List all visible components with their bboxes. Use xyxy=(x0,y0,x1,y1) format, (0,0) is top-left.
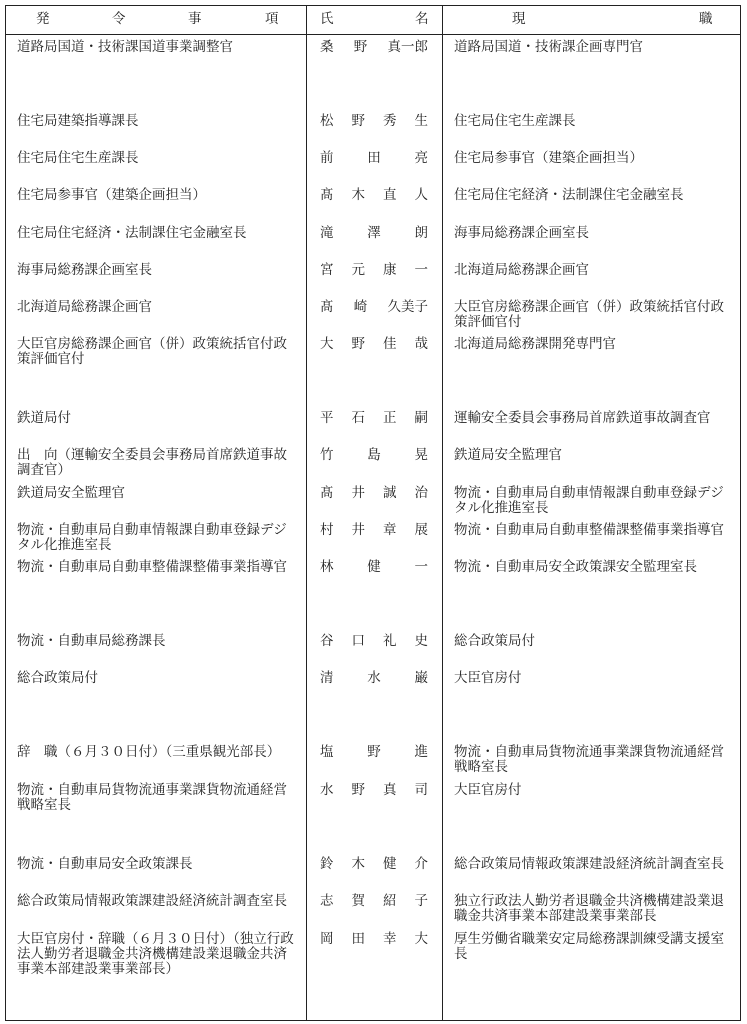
header-name-char-2: 名 xyxy=(415,11,429,27)
row-16-name-part: 塩 xyxy=(320,744,334,760)
row-3-order: 住宅局住宅生産課長 xyxy=(17,150,139,166)
row-3-name-part: 亮 xyxy=(414,150,428,166)
row-13-name-part: 一 xyxy=(414,559,428,575)
row-19-name-part: 志 xyxy=(320,893,334,909)
row-17-order: 物流・自動車局貨物流通事業課貨物流通経営戦略室長 xyxy=(17,782,287,813)
row-7-current: 大臣官房総務課企画官（併）政策統括官付政策評価官付 xyxy=(454,299,724,330)
row-5-name xyxy=(320,226,428,241)
row-9-name-part: 石 xyxy=(351,410,365,426)
row-4-name xyxy=(320,188,428,203)
row-12-name-part: 展 xyxy=(414,522,428,538)
row-2-order: 住宅局建築指導課長 xyxy=(17,113,139,129)
row-19-order: 総合政策局情報政策課建設経済統計調査室長 xyxy=(17,893,287,909)
row-3-name xyxy=(320,151,428,166)
row-3-name-part: 前 xyxy=(320,150,334,166)
row-20-name-part: 田 xyxy=(351,931,365,947)
header-name-char-1: 氏 xyxy=(320,11,334,27)
header-current-char-2: 職 xyxy=(699,11,713,27)
row-12-name-part: 井 xyxy=(351,522,365,538)
row-15-name xyxy=(320,671,428,686)
row-11-name-part: 井 xyxy=(351,485,365,501)
row-12-name xyxy=(320,523,428,538)
row-14-name xyxy=(320,634,428,649)
row-14-name-part: 史 xyxy=(414,633,428,649)
row-5-name-part: 滝 xyxy=(320,225,334,241)
row-7-name-part: 崎 xyxy=(353,299,368,315)
row-5-current: 海事局総務課企画室長 xyxy=(454,225,589,241)
row-14-name-part: 礼 xyxy=(383,633,397,649)
header-order-char-2: 令 xyxy=(112,11,126,27)
row-8-order: 大臣官房総務課企画官（併）政策統括官付政策評価官付 xyxy=(17,336,287,367)
row-1-current: 道路局国道・技術課企画専門官 xyxy=(454,39,643,55)
header-order-char-1: 発 xyxy=(36,11,50,27)
row-3-name-part: 田 xyxy=(367,150,381,166)
row-13-name-part: 林 xyxy=(320,559,334,575)
row-18-name xyxy=(320,857,428,872)
row-16-current: 物流・自動車局貨物流通事業課貨物流通経営戦略室長 xyxy=(454,744,724,775)
row-9-name-part: 正 xyxy=(383,410,397,426)
row-8-current: 北海道局総務課開発専門官 xyxy=(454,336,616,352)
row-15-current: 大臣官房付 xyxy=(454,670,522,686)
row-10-name-part: 晃 xyxy=(414,447,428,463)
column-divider-name xyxy=(306,5,307,1021)
row-18-order: 物流・自動車局安全政策課長 xyxy=(17,856,193,872)
row-15-name-part: 清 xyxy=(320,670,334,686)
row-5-order: 住宅局住宅経済・法制課住宅金融室長 xyxy=(17,225,247,241)
row-19-name-part: 紹 xyxy=(383,893,397,909)
column-divider-current xyxy=(442,5,443,1021)
row-9-current: 運輸安全委員会事務局首席鉄道事故調査官 xyxy=(454,410,711,426)
row-1-name xyxy=(320,40,428,55)
row-4-name-part: 人 xyxy=(414,187,428,203)
row-2-name-part: 松 xyxy=(320,113,334,129)
row-6-name-part: 一 xyxy=(414,262,428,278)
row-8-name-part: 大 xyxy=(320,336,334,352)
row-1-name-part: 真一郎 xyxy=(387,39,428,55)
row-17-name-part: 真 xyxy=(383,782,397,798)
header-current-char-1: 現 xyxy=(512,11,526,27)
row-9-name-part: 嗣 xyxy=(414,410,428,426)
row-20-name-part: 幸 xyxy=(383,931,397,947)
row-19-name-part: 子 xyxy=(414,893,428,909)
row-15-name-part: 巌 xyxy=(414,670,428,686)
row-9-name xyxy=(320,411,428,426)
row-12-current: 物流・自動車局自動車整備課整備事業指導官 xyxy=(454,522,724,538)
row-16-name-part: 野 xyxy=(367,744,381,760)
row-20-name-part: 岡 xyxy=(320,931,334,947)
row-11-name xyxy=(320,486,428,501)
row-17-name-part: 司 xyxy=(414,782,428,798)
row-19-current: 独立行政法人勤労者退職金共済機構建設業退職金共済事業本部建設業事業部長 xyxy=(454,893,724,924)
row-12-order: 物流・自動車局自動車情報課自動車登録デジタル化推進室長 xyxy=(17,522,287,553)
row-11-name-part: 髙 xyxy=(320,485,334,501)
row-10-name-part: 島 xyxy=(367,447,381,463)
row-18-name-part: 木 xyxy=(351,856,365,872)
row-10-order: 出 向（運輸安全委員会事務局首席鉄道事故調査官） xyxy=(17,447,287,478)
row-6-name-part: 元 xyxy=(351,262,365,278)
row-10-name-part: 竹 xyxy=(320,447,334,463)
header-current xyxy=(0,8,741,30)
row-20-name xyxy=(320,932,428,947)
row-8-name-part: 野 xyxy=(351,336,365,352)
row-11-name-part: 治 xyxy=(414,485,428,501)
row-4-name-part: 木 xyxy=(351,187,365,203)
row-19-name xyxy=(320,894,428,909)
header-order-char-4: 項 xyxy=(265,11,279,27)
row-10-current: 鉄道局安全監理官 xyxy=(454,447,562,463)
row-4-current: 住宅局住宅経済・法制課住宅金融室長 xyxy=(454,187,684,203)
row-18-name-part: 鈴 xyxy=(320,856,334,872)
row-4-name-part: 直 xyxy=(383,187,397,203)
row-13-current: 物流・自動車局安全政策課安全監理室長 xyxy=(454,559,697,575)
row-17-current: 大臣官房付 xyxy=(454,782,522,798)
row-18-current: 総合政策局情報政策課建設経済統計調査室長 xyxy=(454,856,724,872)
row-13-name-part: 健 xyxy=(367,559,381,575)
row-12-name-part: 章 xyxy=(383,522,397,538)
row-19-name-part: 賀 xyxy=(351,893,365,909)
row-7-order: 北海道局総務課企画官 xyxy=(17,299,152,315)
row-11-name-part: 誠 xyxy=(383,485,397,501)
row-13-order: 物流・自動車局自動車整備課整備事業指導官 xyxy=(17,559,287,575)
row-1-order: 道路局国道・技術課国道事業調整官 xyxy=(17,39,233,55)
row-15-name-part: 水 xyxy=(367,670,381,686)
row-13-name xyxy=(320,560,428,575)
row-7-name-part: 髙 xyxy=(320,299,334,315)
header-order-char-3: 事 xyxy=(188,11,202,27)
row-14-name-part: 谷 xyxy=(320,633,334,649)
row-14-current: 総合政策局付 xyxy=(454,633,535,649)
row-17-name-part: 水 xyxy=(320,782,334,798)
row-16-name xyxy=(320,745,428,760)
row-8-name xyxy=(320,337,428,352)
row-11-current: 物流・自動車局自動車情報課自動車登録デジタル化推進室長 xyxy=(454,485,724,516)
row-5-name-part: 朗 xyxy=(414,225,428,241)
row-15-order: 総合政策局付 xyxy=(17,670,98,686)
row-14-name-part: 口 xyxy=(351,633,365,649)
row-5-name-part: 澤 xyxy=(367,225,381,241)
row-1-name-part: 桑 xyxy=(320,39,334,55)
row-2-name-part: 秀 xyxy=(383,113,397,129)
row-4-order: 住宅局参事官（建築企画担当） xyxy=(17,187,206,203)
header-divider xyxy=(5,34,741,35)
row-9-name-part: 平 xyxy=(320,410,334,426)
row-9-order: 鉄道局付 xyxy=(17,410,71,426)
row-11-order: 鉄道局安全監理官 xyxy=(17,485,125,501)
row-12-name-part: 村 xyxy=(320,522,334,538)
row-2-current: 住宅局住宅生産課長 xyxy=(454,113,576,129)
row-4-name-part: 髙 xyxy=(320,187,334,203)
row-8-name-part: 哉 xyxy=(414,336,428,352)
row-10-name xyxy=(320,448,428,463)
row-6-current: 北海道局総務課企画官 xyxy=(454,262,589,278)
row-17-name-part: 野 xyxy=(351,782,365,798)
row-6-order: 海事局総務課企画室長 xyxy=(17,262,152,278)
row-20-current: 厚生労働省職業安定局総務課訓練受講支援室長 xyxy=(454,931,724,962)
row-18-name-part: 介 xyxy=(414,856,428,872)
row-6-name xyxy=(320,263,428,278)
row-6-name-part: 康 xyxy=(383,262,397,278)
row-2-name xyxy=(320,114,428,129)
row-2-name-part: 生 xyxy=(414,113,428,129)
row-7-name xyxy=(320,300,428,315)
row-2-name-part: 野 xyxy=(351,113,365,129)
row-17-name xyxy=(320,783,428,798)
row-1-name-part: 野 xyxy=(353,39,368,55)
row-3-current: 住宅局参事官（建築企画担当） xyxy=(454,150,643,166)
row-20-order: 大臣官房付・辞職（６月３０日付）（独立行政法人勤労者退職金共済機構建設業退職金共済事業本部建設業事業部長） xyxy=(17,931,294,977)
row-6-name-part: 宮 xyxy=(320,262,334,278)
row-16-name-part: 進 xyxy=(414,744,428,760)
row-16-order: 辞 職（６月３０日付）（三重県観光部長） xyxy=(17,744,281,760)
row-20-name-part: 大 xyxy=(414,931,428,947)
row-7-name-part: 久美子 xyxy=(387,299,428,315)
row-18-name-part: 健 xyxy=(383,856,397,872)
row-14-order: 物流・自動車局総務課長 xyxy=(17,633,166,649)
row-8-name-part: 佳 xyxy=(383,336,397,352)
